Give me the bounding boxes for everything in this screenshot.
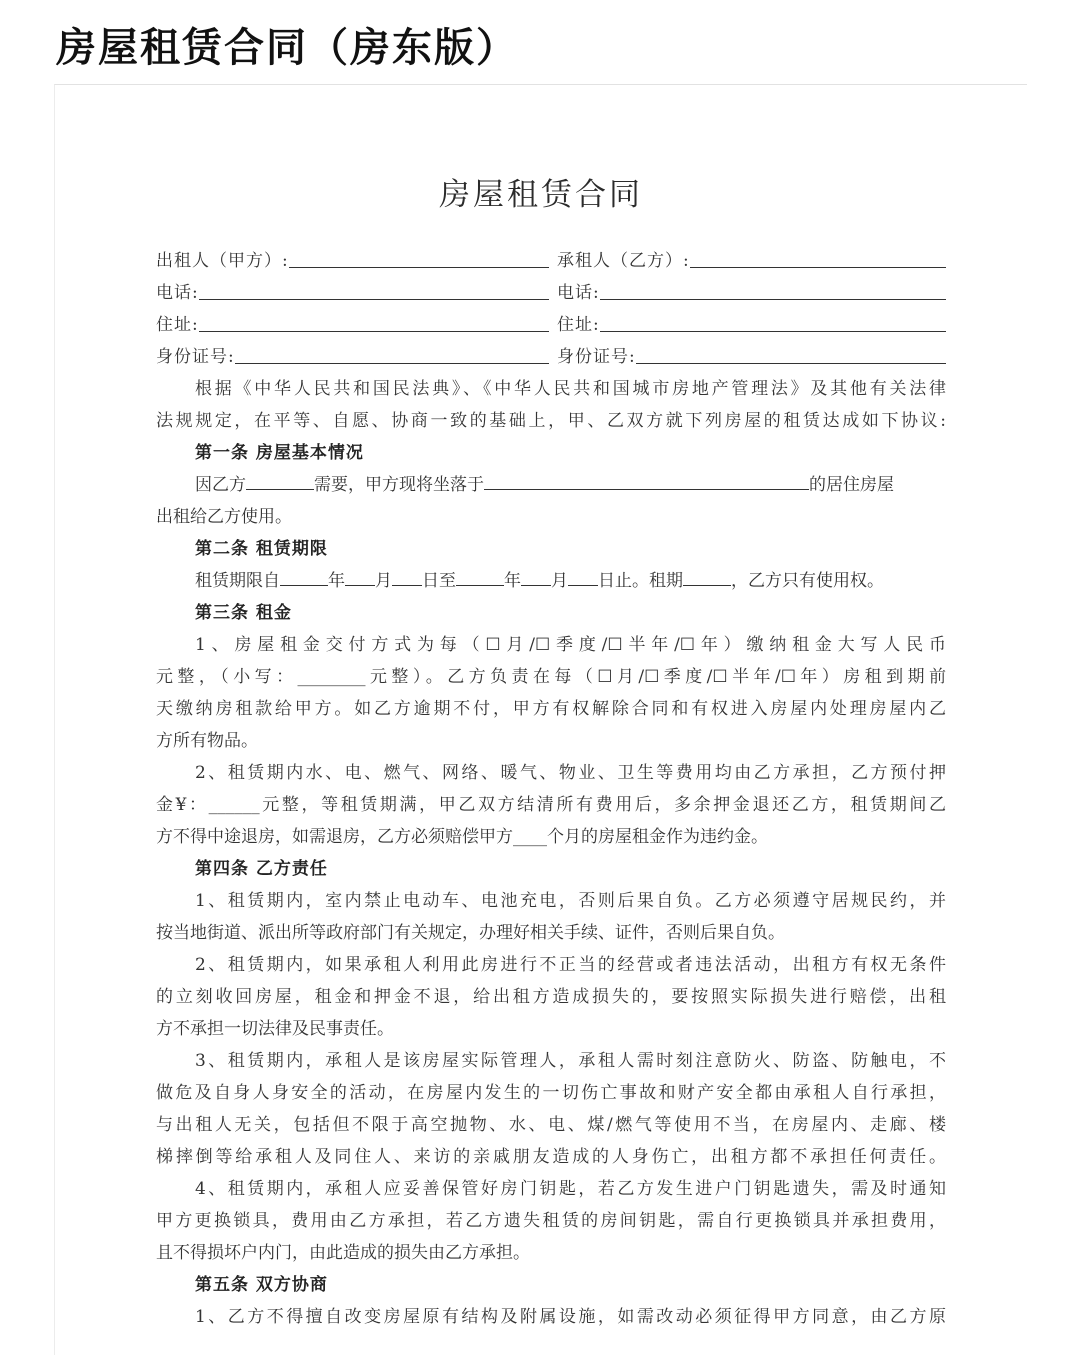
end-year-blank[interactable] [456,565,504,586]
end-day-blank[interactable] [568,565,598,586]
lessor-phone-field[interactable]: 电话: [156,277,549,309]
lessor-address-blank[interactable] [199,309,549,332]
start-day-blank[interactable] [392,565,422,586]
tenant-duty-line: 与出租人无关，包括但不限于高空抛物、水、电、煤/燃气等使用不当，在房屋内、走廊、楼 [156,1115,946,1135]
article-3-heading: 第三条 租金 [195,603,292,623]
lessee-phone-blank[interactable] [600,277,946,300]
tenant-duty-line: 梯摔倒等给承租人及同住人、来访的亲戚朋友造成的人身伤亡，出租方都不承担任何责任。 [156,1147,946,1167]
tenant-duty-line: 做危及自身人身安全的活动，在房屋内发生的一切伤亡事故和财产安全都由承租人自行承担， [156,1083,946,1103]
start-year-blank[interactable] [280,565,328,586]
tenant-duty-line: 甲方更换锁具，费用由乙方承担，若乙方遗失租赁的房间钥匙，需自行更换锁具并承担费用， [156,1211,946,1231]
rent-clause-line: 元整，（小写：________元整）。乙方负责在每（☐月/☐季度/☐半年/☐年）房租到期前 [156,667,946,687]
tenant-duty-line: 4、租赁期内，承租人应妥善保管好房门钥匙，若乙方发生进户门钥匙遗失，需及时通知 [195,1179,946,1199]
rent-clause-line: 方所有物品。 [156,731,258,751]
tenant-duty-line: 且不得损坏户内门，由此造成的损失由乙方承担。 [156,1243,530,1263]
deposit-clause-line: 金¥：______元整，等租赁期满，甲乙双方结清所有费用后，多余押金退还乙方，租赁期间乙 [156,795,946,815]
lessee-id-field[interactable]: 身份证号: [557,341,946,373]
lessor-phone-blank[interactable] [199,277,549,300]
contract-page [54,84,1027,1355]
end-month-blank[interactable] [521,565,551,586]
rent-clause-line: 天缴纳房租款给甲方。如乙方逾期不付，甲方有权解除合同和有权进入房屋内处理房屋内乙 [156,699,946,719]
lessee-field[interactable]: 承租人（乙方）: [557,245,946,277]
start-month-blank[interactable] [345,565,375,586]
intro-line: 法规规定，在平等、自愿、协商一致的基础上，甲、乙双方就下列房屋的租赁达成如下协议: [156,411,946,431]
lessor-blank[interactable] [289,245,549,268]
lessor-address-field[interactable]: 住址: [156,309,549,341]
article-1-heading: 第一条 房屋基本情况 [195,443,364,463]
article-5-heading: 第五条 双方协商 [195,1275,328,1295]
lessee-id-blank[interactable] [636,341,946,364]
lessor-field[interactable]: 出租人（甲方）: [156,245,549,277]
tenant-duty-line: 的立刻收回房屋，租金和押金不退，给出租方造成损失的，要按照实际损失进行赔偿，出租 [156,987,946,1007]
party-row-id [156,341,946,373]
lessee-address-field[interactable]: 住址: [557,309,946,341]
lessor-id-field[interactable]: 身份证号: [156,341,549,373]
lease-period-blank[interactable] [683,565,731,586]
party-row-name [156,245,946,277]
contract-title: 房屋租赁合同 [439,177,643,213]
page-title: 房屋租赁合同（房东版） [56,25,518,71]
property-location-blank[interactable] [484,469,809,490]
lessee-address-blank[interactable] [600,309,946,332]
article-1-line: 因乙方 需要，甲方现将坐落于 的居住房屋 [156,469,946,501]
intro-line: 根据《中华人民共和国民法典》、《中华人民共和国城市房地产管理法》及其他有关法律 [195,379,946,399]
lease-term-line: 租赁期限自 年 月 日至 年 月 日止。租期 ，乙方只有使用权。 [156,565,946,597]
lessee-blank[interactable] [690,245,946,268]
tenant-duty-line: 方不承担一切法律及民事责任。 [156,1019,394,1039]
article-1-line: 出租给乙方使用。 [156,507,292,527]
deposit-clause-line: 2、租赁期内水、电、燃气、网络、暖气、物业、卫生等费用均由乙方承担，乙方预付押 [195,763,946,783]
tenant-duty-line: 按当地街道、派出所等政府部门有关规定，办理好相关手续、证件，否则后果自负。 [156,923,785,943]
purpose-blank[interactable] [246,469,314,490]
party-row-address [156,309,946,341]
deposit-clause-line: 方不得中途退房，如需退房，乙方必须赔偿甲方____个月的房屋租金作为违约金。 [156,827,768,847]
negotiation-line: 1、乙方不得擅自改变房屋原有结构及附属设施，如需改动必须征得甲方同意，由乙方原 [195,1307,946,1327]
tenant-duty-line: 3、租赁期内，承租人是该房屋实际管理人，承租人需时刻注意防火、防盗、防触电，不 [195,1051,946,1071]
lessee-phone-field[interactable]: 电话: [557,277,946,309]
lessor-id-blank[interactable] [235,341,549,364]
tenant-duty-line: 2、租赁期内，如果承租人利用此房进行不正当的经营或者违法活动，出租方有权无条件 [195,955,946,975]
party-row-phone [156,277,946,309]
rent-clause-line: 1、房屋租金交付方式为每（☐月/☐季度/☐半年/☐年）缴纳租金大写人民币 [195,635,946,655]
tenant-duty-line: 1、租赁期内，室内禁止电动车、电池充电，否则后果自负。乙方必须遵守居规民约，并 [195,891,946,911]
article-2-heading: 第二条 租赁期限 [195,539,328,559]
article-4-heading: 第四条 乙方责任 [195,859,328,879]
